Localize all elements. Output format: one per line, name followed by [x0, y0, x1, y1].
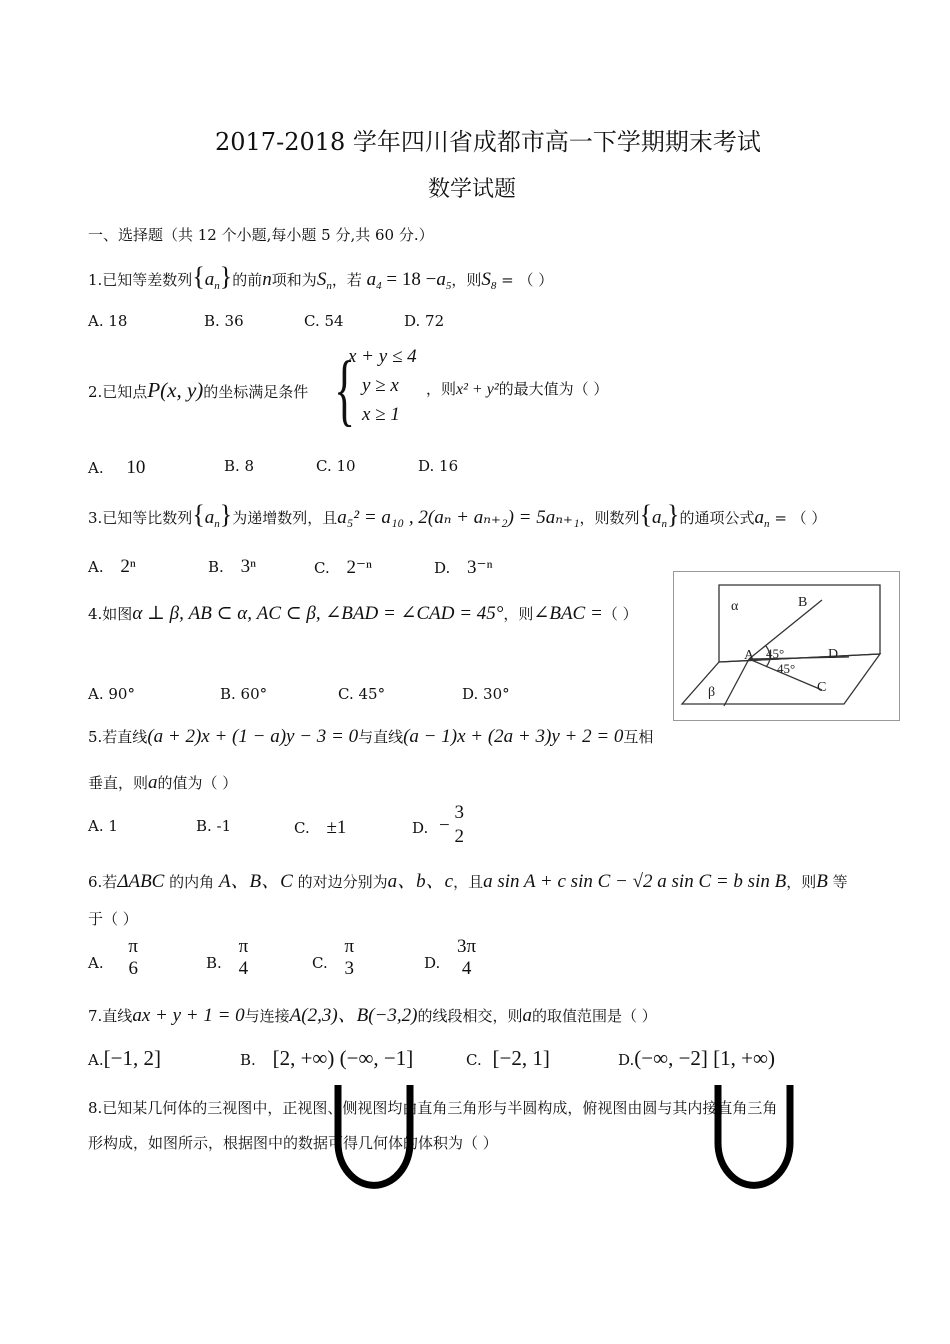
condition-2: y ≥ x: [362, 375, 399, 396]
label-beta: β: [708, 685, 716, 700]
page-subtitle: 数学试题: [428, 177, 517, 202]
question-2-tail: ，则x² + y²的最大值为（ ）: [426, 380, 609, 398]
question-4: 4.如图α ⊥ β, AB ⊂ α, AC ⊂ β, ∠BAD = ∠CAD = 45°，则∠BAC =（ ）: [88, 603, 638, 624]
planes-diagram: [674, 572, 899, 720]
question-6: 6.若ΔABC 的内角 A、B、C 的对边分别为a、b、c，且a sin A + c sin C − √2 a sin C = b sin B，则B 等: [88, 871, 848, 892]
q5-option-a: A. 1: [88, 817, 118, 835]
condition-3: x ≥ 1: [362, 404, 400, 425]
question-8-line2: 形构成，如图所示，根据图中的数据可得几何体的体积为（ ）: [88, 1134, 498, 1152]
question-7: 7.直线ax + y + 1 = 0与连接A(2,3)、B(−3,2)的线段相交，则a的取值范围是（ ）: [88, 1005, 657, 1026]
q7-option-a: A.[−1, 2]: [88, 1046, 161, 1070]
q6-option-a: A. π 6: [88, 936, 138, 979]
q4-option-c: C. 45°: [338, 685, 386, 703]
label-A: A: [744, 648, 755, 663]
question-1: 1.已知等差数列$\{a_n\}$的前n项和为$S_n$，若 $a_4 = 18 -a_5$，则$S_8$ = （ ）: [88, 262, 554, 292]
q2-option-b: B. 8: [224, 457, 255, 475]
question-8-line1: 8.已知某几何体的三视图中，正视图、侧视图均由直角三角形与半圆构成，俯视图由圆与其内接直角三角: [88, 1099, 778, 1117]
front-view-semicircle: [330, 1085, 420, 1190]
q2-option-d: D. 16: [418, 457, 459, 475]
question-5-line2: 垂直，则a的值为（ ）: [88, 772, 238, 793]
q1-option-c: C. 54: [304, 312, 344, 330]
q7-option-d: D.(−∞, −2] [1, +∞): [618, 1046, 775, 1070]
q5-option-d: D. − 3 2: [412, 802, 465, 847]
question-6-line2: 于（ ）: [88, 910, 138, 928]
q6-option-b: B. π 4: [206, 936, 249, 979]
side-view-semicircle: [710, 1085, 800, 1190]
q7-option-b: B. [2, +∞) (−∞, −1]: [240, 1046, 414, 1070]
label-angle-top: 45°: [766, 646, 785, 661]
label-D: D: [828, 647, 839, 662]
label-B: B: [798, 595, 808, 610]
page-title: 2017-2018 学年四川省成都市高一下学期期末考试: [215, 128, 761, 156]
condition-1: x + y ≤ 4: [348, 346, 417, 367]
q4-option-a: A. 90°: [88, 685, 135, 703]
q4-option-b: B. 60°: [220, 685, 268, 703]
q3-option-d: D. 3⁻ⁿ: [434, 557, 493, 578]
q6-option-c: C. π 3: [312, 936, 355, 979]
question-3: 3.已知等比数列$\{a_n\}$为递增数列，且a₅² = a₁₀ , 2(aₙ + aₙ₊₂) = 5aₙ₊₁，则数列$\{a_n\}$的通项公式$a_n$ = （ ）: [88, 500, 827, 530]
q7-option-c: C. [−2, 1]: [466, 1046, 550, 1070]
q3-option-b: B. 3ⁿ: [208, 556, 257, 577]
q1-option-a: A. 18: [88, 312, 128, 330]
label-alpha: α: [731, 599, 739, 614]
q5-option-b: B. -1: [196, 817, 232, 835]
label-angle-bottom: 45°: [777, 661, 796, 676]
section-heading: 一、选择题（共 12 个小题,每小题 5 分,共 60 分.）: [88, 226, 434, 244]
q2-option-a: A. 10: [88, 457, 146, 478]
q1-option-b: B. 36: [204, 312, 244, 330]
q3-option-a: A. 2ⁿ: [88, 556, 136, 577]
question-2-intro: 2.已知点P(x, y)的坐标满足条件: [88, 378, 309, 402]
label-C: C: [817, 680, 827, 695]
planes-figure: [673, 571, 900, 721]
q1-option-d: D. 72: [404, 312, 445, 330]
q6-option-d: D. 3π 4: [424, 936, 477, 979]
q3-option-c: C. 2⁻ⁿ: [314, 557, 373, 578]
system-brace: {: [334, 346, 356, 434]
q2-option-c: C. 10: [316, 457, 356, 475]
q5-option-c: C. ±1: [294, 817, 347, 838]
question-5: 5.若直线(a + 2)x + (1 − a)y − 3 = 0与直线(a − 1)x + (2a + 3)y + 2 = 0互相: [88, 726, 654, 747]
q4-option-d: D. 30°: [462, 685, 510, 703]
